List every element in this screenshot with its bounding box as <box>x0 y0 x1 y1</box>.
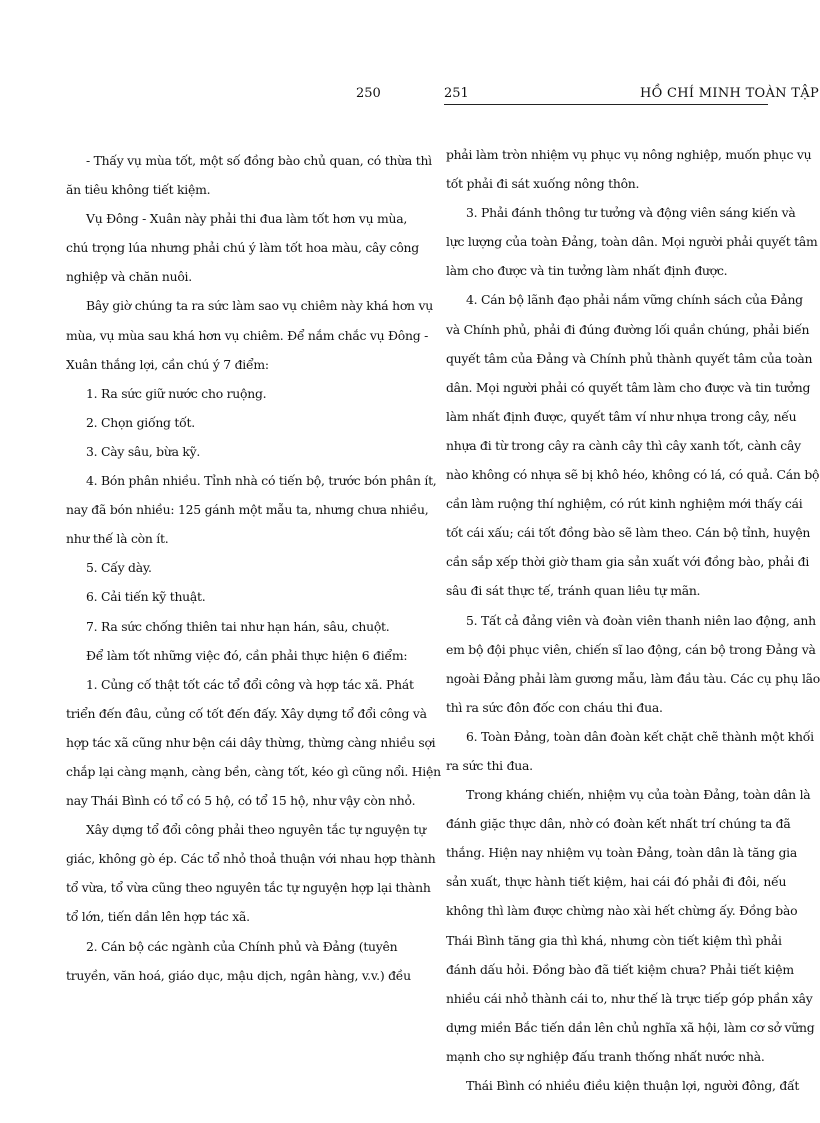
text-line: nay Thái Bình có tổ có 5 hộ, có tổ 15 hộ, như vậy còn nhỏ. <box>66 793 416 809</box>
text-line: Trong kháng chiến, nhiệm vụ của toàn Đảng, toàn dân là <box>466 787 811 803</box>
text-line: 6. Toàn Đảng, toàn dân đoàn kết chặt chẽ thành một khối <box>466 728 814 744</box>
text-line: Thái Bình tăng gia thì khá, nhưng còn tiết kiệm thì phải <box>446 932 782 948</box>
text-line: nhiều cái nhỏ thành cái to, như thế là trực tiếp góp phần xây <box>446 990 813 1006</box>
text-line: Xây dựng tổ đổi công phải theo nguyên tắc tự nguyện tự <box>86 822 426 838</box>
text-line: thì ra sức đôn đốc con cháu thi đua. <box>446 699 663 715</box>
text-line: đánh dấu hỏi. Đồng bào đã tiết kiệm chưa? Phải tiết kiệm <box>446 961 794 977</box>
text-line: sản xuất, thực hành tiết kiệm, hai cái đó phải đi đôi, nếu <box>446 874 787 890</box>
text-line: ra sức thi đua. <box>446 757 533 773</box>
left-page-number: 250 <box>356 86 381 101</box>
text-line: sâu đi sát thực tế, tránh quan liêu tự mãn. <box>446 583 701 599</box>
text-line: làm cho được và tin tưởng làm nhất định được. <box>446 263 728 279</box>
right-page-number: 251 <box>444 86 469 101</box>
text-line: 5. Tất cả đảng viên và đoàn viên thanh niên lao động, anh <box>466 612 816 628</box>
text-line: Thái Bình có nhiều điều kiện thuận lợi, người đông, đất <box>466 1078 800 1093</box>
text-line: và Chính phủ, phải đi đúng đường lối quần chúng, phải biến <box>446 321 810 337</box>
text-line: cần sắp xếp thời giờ tham gia sản xuất với đồng bào, phải đi <box>446 554 810 570</box>
text-line: Bây giờ chúng ta ra sức làm sao vụ chiêm này khá hơn vụ <box>86 298 433 314</box>
text-line: 4. Bón phân nhiều. Tỉnh nhà có tiến bộ, trước bón phân ít, <box>86 473 437 489</box>
text-line: mùa, vụ mùa sau khá hơn vụ chiêm. Để nắm chắc vụ Đông - <box>66 327 429 343</box>
text-line: 2. Chọn giống tốt. <box>86 414 195 430</box>
text-line: em bộ đội phục viên, chiến sĩ lao động, cán bộ trong Đảng và <box>446 641 816 657</box>
text-line: Xuân thắng lợi, cần chú ý 7 điểm: <box>66 356 269 372</box>
text-line: phải làm tròn nhiệm vụ phục vụ nông nghiệp, muốn phục vụ <box>446 147 812 162</box>
text-line: làm nhất định được, quyết tâm ví như nhựa trong cây, nếu <box>446 408 797 424</box>
text-line: 2. Cán bộ các ngành của Chính phủ và Đảng (tuyên <box>86 938 398 954</box>
text-line: nay đã bón nhiều: 125 gánh một mẫu ta, nhưng chưa nhiều, <box>66 502 429 518</box>
running-title: HỒ CHÍ MINH TOÀN TẬP <box>640 86 819 101</box>
text-line: - Thấy vụ mùa tốt, một số đồng bào chủ quan, có thừa thì <box>86 153 432 168</box>
text-line: Vụ Đông - Xuân này phải thi đua làm tốt hơn vụ mùa, <box>86 211 408 227</box>
right-page <box>408 0 820 1123</box>
text-line: giác, không gò ép. Các tổ nhỏ thoả thuận với nhau hợp thành <box>66 851 436 867</box>
text-line: Để làm tốt những việc đó, cần phải thực hiện 6 điểm: <box>86 647 408 663</box>
text-line: nghiệp và chăn nuôi. <box>66 269 192 285</box>
text-line: mạnh cho sự nghiệp đấu tranh thống nhất nước nhà. <box>446 1048 765 1064</box>
text-line: tốt phải đi sát xuống nông thôn. <box>446 176 640 192</box>
text-line: ngoài Đảng phải làm gương mẫu, làm đầu tàu. Các cụ phụ lão <box>446 670 820 686</box>
text-line: thắng. Hiện nay nhiệm vụ toàn Đảng, toàn dân là tăng gia <box>446 845 798 861</box>
text-line: 7. Ra sức chống thiên tai như hạn hán, sâu, chuột. <box>86 618 390 634</box>
text-line: cần làm ruộng thí nghiệm, có rút kinh nghiệm mới thấy cái <box>446 496 803 512</box>
text-line: ăn tiêu không tiết kiệm. <box>66 182 211 198</box>
text-line: 6. Cải tiến kỹ thuật. <box>86 589 206 605</box>
text-line: đánh giặc thực dân, nhờ có đoàn kết nhất trí chúng ta đã <box>446 816 791 832</box>
text-line: dựng miền Bắc tiến dần lên chủ nghĩa xã hội, làm cơ sở vững <box>446 1019 815 1035</box>
header-rule <box>444 104 768 105</box>
text-line: lực lượng của toàn Đảng, toàn dân. Mọi người phải quyết tâm <box>446 234 818 250</box>
text-line: như thế là còn ít. <box>66 531 169 547</box>
text-line: tốt cái xấu; cái tốt đồng bào sẽ làm theo. Cán bộ tỉnh, huyện <box>446 525 811 541</box>
text-line: 1. Củng cố thật tốt các tổ đổi công và hợp tác xã. Phát <box>86 676 414 692</box>
left-page-text <box>66 146 441 990</box>
right-page-text <box>446 140 820 1100</box>
text-line: dân. Mọi người phải có quyết tâm làm cho được và tin tưởng <box>446 379 811 395</box>
text-line: triển đến đâu, củng cố tốt đến đấy. Xây dựng tổ đổi công và <box>66 705 427 721</box>
text-line: hợp tác xã cũng như bện cái dây thừng, thừng càng nhiều sợi <box>66 734 436 750</box>
text-line: 4. Cán bộ lãnh đạo phải nắm vững chính sách của Đảng <box>466 292 803 308</box>
text-line: nào không có nhựa sẽ bị khô héo, không có lá, có quả. Cán bộ <box>446 467 820 483</box>
text-line: tổ vừa, tổ vừa cũng theo nguyên tắc tự nguyện hợp lại thành <box>66 880 431 896</box>
text-line: quyết tâm của Đảng và Chính phủ thành quyết tâm của toàn <box>446 350 813 366</box>
text-line: chắp lại càng mạnh, càng bền, càng tốt, kéo gì cũng nổi. Hiện <box>66 763 441 779</box>
text-line: 1. Ra sức giữ nước cho ruộng. <box>86 385 267 401</box>
text-line: 3. Phải đánh thông tư tưởng và động viên sáng kiến và <box>466 205 796 221</box>
text-line: truyền, văn hoá, giáo dục, mậu dịch, ngân hàng, v.v.) đều <box>66 967 411 983</box>
text-line: tổ lớn, tiến dần lên hợp tác xã. <box>66 909 250 925</box>
text-line: không thì làm được chừng nào xài hết chừng ấy. Đồng bào <box>446 903 798 919</box>
text-line: chú trọng lúa nhưng phải chú ý làm tốt hoa màu, cây công <box>66 240 419 256</box>
text-line: 3. Cày sâu, bừa kỹ. <box>86 443 201 459</box>
text-line: nhựa đi từ trong cây ra cành cây thì cây xanh tốt, cành cây <box>446 437 801 453</box>
text-line: 5. Cấy dày. <box>86 560 152 576</box>
